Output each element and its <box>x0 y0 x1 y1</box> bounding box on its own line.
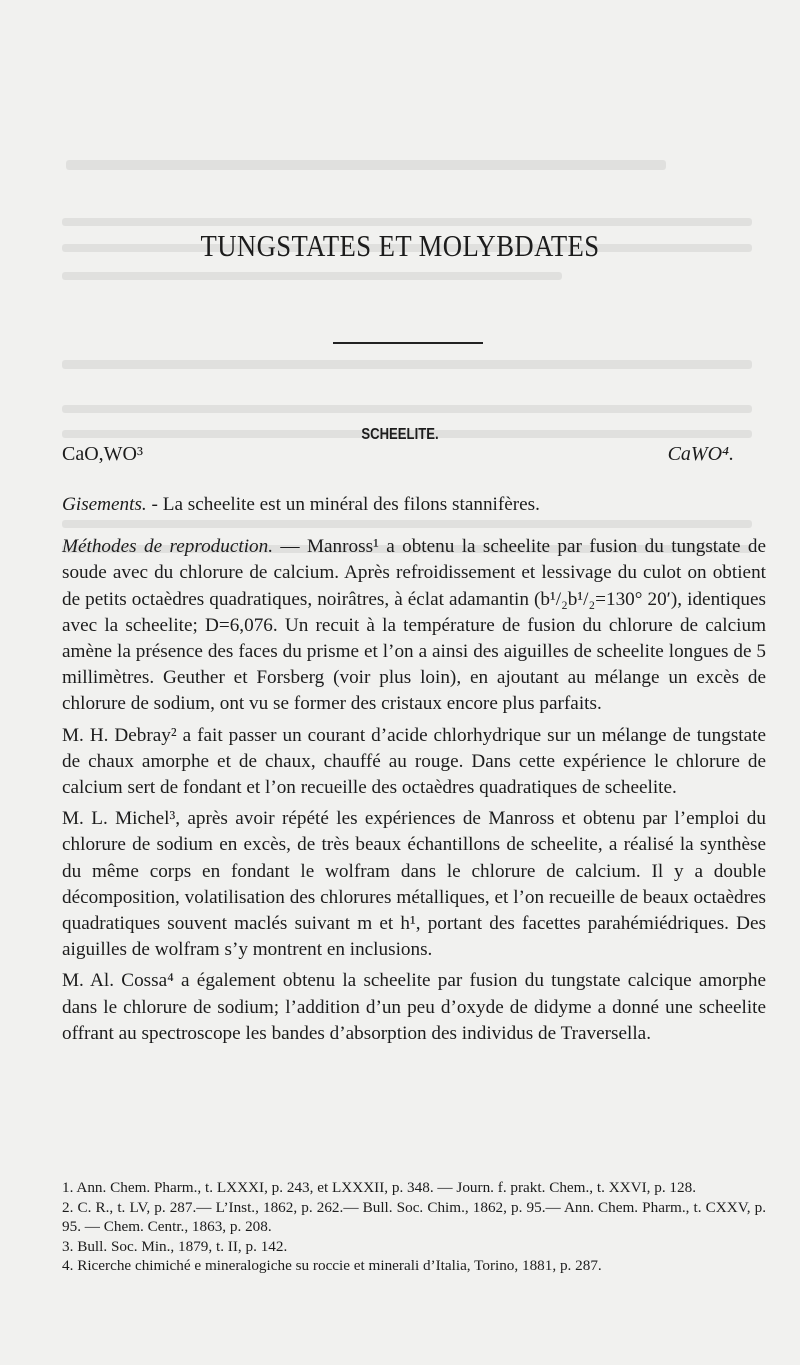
main-text <box>62 492 766 1047</box>
footnote: 3. Bull. Soc. Min., 1879, t. II, p. 142. <box>62 1237 288 1255</box>
chemical-formula: CaWO⁴. <box>667 443 734 465</box>
footnote: 4. Ricerche chimiché e mineralogiche su roccie et minerali d’Italia, Torino, 1881, p. 287. <box>62 1257 602 1274</box>
page-title: TUNGSTATES ET MOLYBDATES <box>200 228 600 263</box>
paragraph-body: — Manross¹ a obtenu la scheelite par fusion du tungstate de soude avec du chlorure de calcium. Après refroidissement et lessivage du culot on obtient de petits octaèdres quadratiques, noirâtres, à éclat adamantin (b¹/₂b¹/₂=130° 20′), identiques avec la scheelite; D=6,076. Un recuit à la température de fusion du chlorure de calcium amène la présence des faces du prisme et l’on a ainsi des aiguilles de scheelite longues de 5 millimètres. Geuther et Forsberg (voir plus loin), en ajoutant au mélange un excès de chlorure de sodium, ont vu se former des cristaux encore plus parfaits. <box>62 536 766 715</box>
paragraph-michel: M. L. Michel³, après avoir répété les expériences de Manross et obtenu par l’emploi du chlorure de sodium en excès, de très beaux échantillons de scheelite, a réalisé la synthèse du même corps en fondant le wolfram dans le chlorure de calcium. Il y a double décomposition, volatilisation des chlorures métalliques, et l’on recueille de beaux octaèdres quadratiques souvent maclés suivant m et h¹, portant des facettes parahémiédriques. Des aiguilles de wolfram s’y montrent en inclusions. <box>62 808 766 961</box>
oxide-formula: CaO,WO³ <box>62 443 143 465</box>
footnotes <box>62 1178 766 1276</box>
paragraph-cossa: M. Al. Cossa⁴ a également obtenu la scheelite par fusion du tungstate calcique amorphe dans le chlorure de sodium; l’addition d’un peu d’oxyde de didyme a donné une scheelite offrant au spectroscope les bandes d’absorption des individus de Traversella. <box>62 970 766 1044</box>
paragraph-debray: M. H. Debray² a fait passer un courant d’acide chlorhydrique sur un mélange de tungstate de chaux amorphe et de chaux, chauffé au rouge. Dans cette expérience le chlorure de calcium sert de fondant et l’on recueille des octaèdres quadratiques de scheelite. <box>62 724 766 799</box>
paragraph-gisements <box>62 492 766 518</box>
footnote: 2. C. R., t. LV, p. 287.— L’Inst., 1862, p. 262.— Bull. Soc. Chim., 1862, p. 95.— Ann. Chem. Pharm., t. CXXV, p. 95. — Chem. Centr., 1863, p. 208. <box>62 1198 766 1235</box>
title-divider <box>333 342 483 344</box>
section-heading: SCHEELITE. <box>361 426 439 443</box>
paragraph-lead: Méthodes de reproduction. <box>62 536 274 558</box>
paragraph-lead: Gisements. <box>62 494 147 515</box>
paragraph-methodes <box>62 534 766 717</box>
footnote: 1. Ann. Chem. Pharm., t. LXXXI, p. 243, et LXXXII, p. 348. — Journ. f. prakt. Chem., t. XXVI, p. 128. <box>62 1179 697 1196</box>
paragraph-body: - La scheelite est un minéral des filons stannifères. <box>146 494 540 515</box>
